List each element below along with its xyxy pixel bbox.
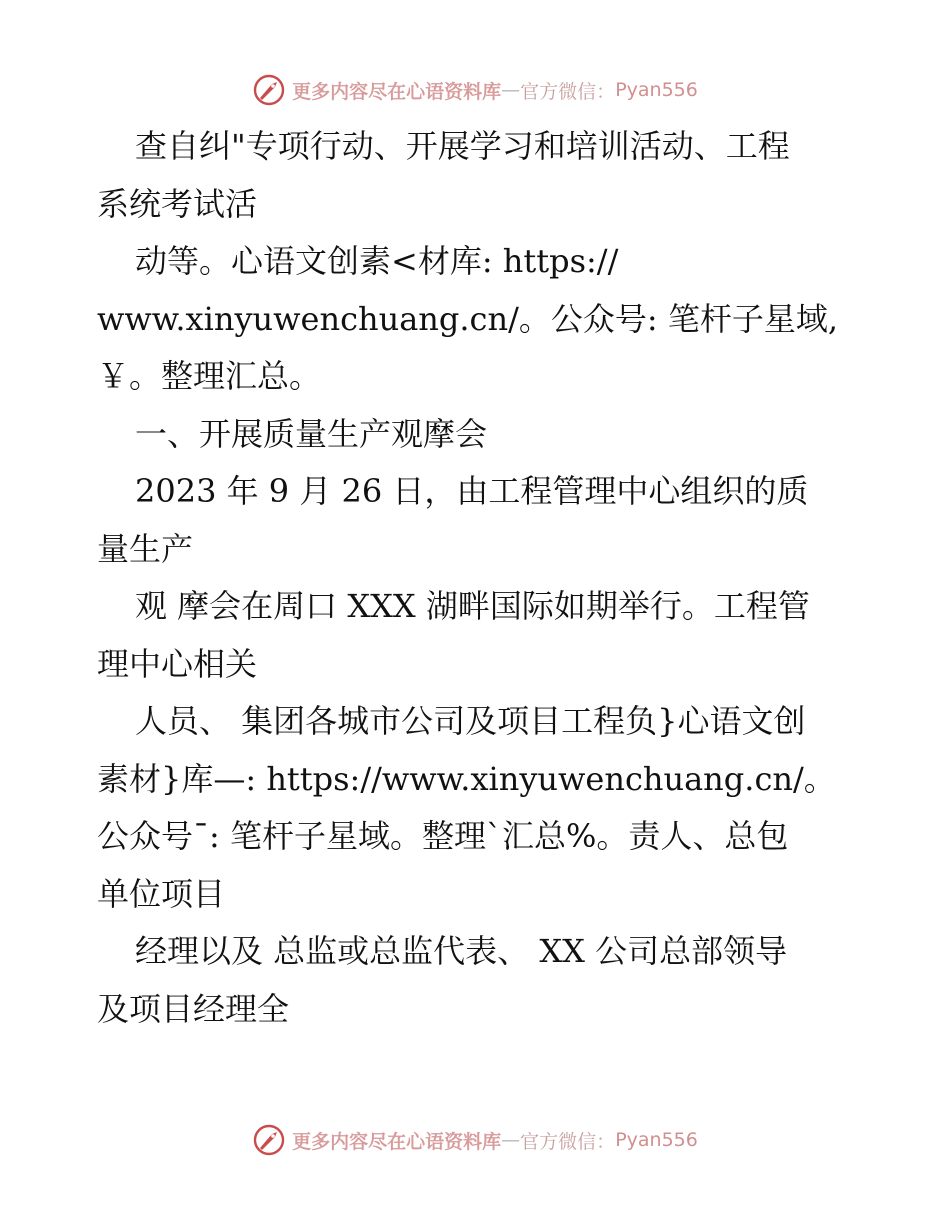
body-line-2: 系统考试活 xyxy=(97,184,258,223)
body-line-8: 量生产 xyxy=(97,529,194,568)
watermark-wechat-label: 官方微信： xyxy=(520,1130,616,1153)
body-line-14: 单位项目 xyxy=(97,874,226,913)
watermark-main-text: 更多内容尽在心语资料库 xyxy=(292,80,502,103)
body-line-9: 观 摩会在周口 XXX 湖畔国际如期举行。工程管 xyxy=(135,587,810,625)
body-line-11: 人员、 集团各城市公司及项目工程负}心语文创 xyxy=(135,702,806,740)
watermark-wechat-id: Pyan556 xyxy=(615,79,698,101)
body-line-12: 素材}库—: https://www.xinyuwenchuang.cn/。 xyxy=(97,759,836,798)
watermark-dash: — xyxy=(501,79,521,101)
section-heading: 一、开展质量生产观摩会 xyxy=(135,414,488,453)
watermark-wechat-label: 官方微信： xyxy=(520,80,616,103)
body-line-10: 理中心相关 xyxy=(97,644,258,683)
body-line-5: ￥。整理汇总。 xyxy=(97,357,322,395)
body-line-1: 查自纠"专项行动、开展学习和培训活动、工程 xyxy=(135,127,790,165)
pen-nib-logo-icon xyxy=(252,1123,286,1157)
pen-nib-logo-icon xyxy=(252,73,286,107)
body-line-16: 及项目经理全 xyxy=(97,989,290,1028)
document-body xyxy=(97,118,857,1038)
body-line-3: 动等。心语文创素<材库: https:// xyxy=(135,242,619,280)
body-line-4: www.xinyuwenchuang.cn/。公众号: 笔杆子星域, xyxy=(97,299,838,338)
watermark-banner-bottom xyxy=(0,1120,950,1160)
body-line-15: 经理以及 总监或总监代表、 XX 公司总部领导 xyxy=(135,932,788,970)
watermark-main-text: 更多内容尽在心语资料库 xyxy=(292,1130,502,1153)
watermark-wechat-id: Pyan556 xyxy=(615,1129,698,1151)
body-line-7: 2023 年 9 月 26 日，由工程管理中心组织的质 xyxy=(135,472,809,510)
watermark-dash: — xyxy=(501,1129,521,1151)
watermark-banner-top xyxy=(0,70,950,110)
body-line-13: 公众号¯: 笔杆子星域。整理`汇总%。责人、总包 xyxy=(97,817,789,855)
